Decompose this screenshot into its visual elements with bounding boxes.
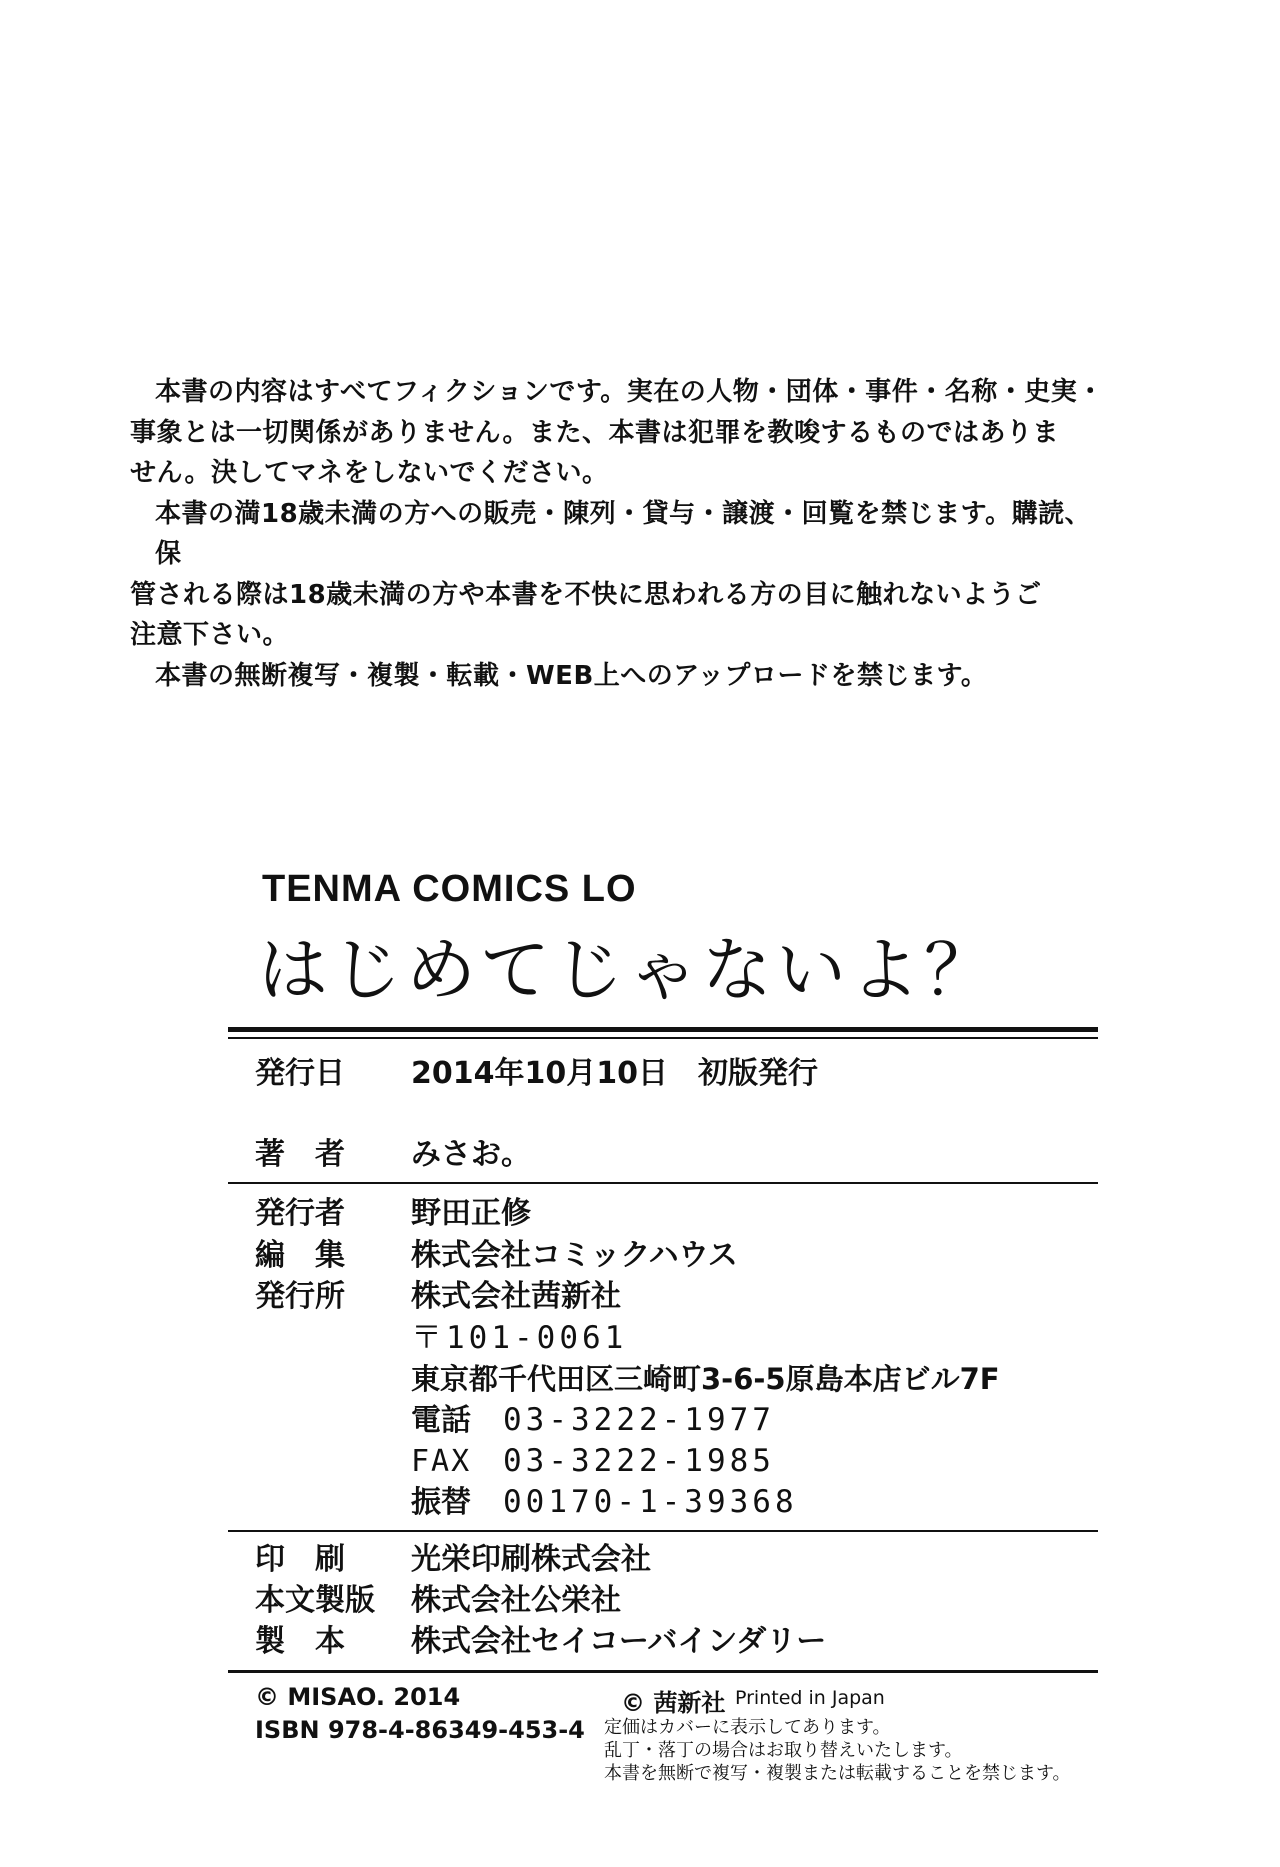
tel-label: 電話 [411,1403,471,1438]
office-value: 株式会社茜新社 [411,1279,621,1314]
notice-line: 本書の満18歳未満の方への販売・陳列・貸与・譲渡・回覧を禁じます。購読、保 [155,498,1092,569]
notice-line: 本書の内容はすべてフィクションです。実在の人物・団体・事件・名称・史実・ [155,377,1104,407]
notice-line: 本書の無断複写・複製・転載・WEB上へのアップロードを禁じます。 [155,660,988,691]
plate-value: 株式会社公栄社 [411,1583,621,1618]
date-label: 発行日 [255,1056,345,1091]
divider [228,1530,1098,1532]
row-postal [255,1318,627,1359]
author-value: みさお。 [411,1137,531,1172]
row-author [255,1135,531,1175]
notice-line: 事象とは一切関係がありません。また、本書は犯罪を教唆するものではありま [130,417,1060,448]
publisher-copyright: © 茜新社 [621,1689,726,1717]
fax-value: 03-3222-1985 [503,1443,775,1479]
row-address [255,1359,1000,1400]
publisher-person-value: 野田正修 [411,1196,531,1231]
postal-code: 〒101-0061 [411,1320,628,1356]
row-date [255,1054,818,1094]
double-divider [228,1027,1098,1039]
row-plate [255,1581,621,1621]
notice-line: 注意下さい。 [130,620,290,650]
note-replacement: 乱丁・落丁の場合はお取り替えいたします。 [604,1740,963,1761]
binding-label: 製 本 [255,1624,345,1659]
transfer-label: 振替 [411,1485,471,1520]
row-office [255,1277,621,1317]
row-fax [255,1441,775,1482]
divider [228,1670,1098,1673]
divider [228,1182,1098,1184]
row-print [255,1540,651,1580]
copyright: © MISAO. 2014 [255,1683,461,1711]
series-name: TENMA COMICS LO [262,868,637,910]
row-tel [255,1400,775,1441]
editor-label: 編 集 [255,1238,345,1273]
date-value: 2014年10月10日 初版発行 [411,1056,818,1091]
editor-value: 株式会社コミックハウス [411,1238,738,1273]
legal-notice [130,372,1115,696]
row-transfer [255,1482,798,1523]
fax-label: FAX [411,1444,472,1479]
row-binding [255,1622,826,1662]
transfer-value: 00170-1-39368 [503,1484,798,1520]
author-label: 著 者 [255,1137,345,1172]
printed-in: Printed in Japan [735,1687,885,1709]
note-copy: 本書を無断で複写・複製または転載することを禁じます。 [604,1763,1071,1784]
office-label: 発行所 [255,1279,345,1314]
row-publisher-person [255,1194,531,1234]
plate-label: 本文製版 [255,1583,375,1618]
print-label: 印 刷 [255,1542,345,1577]
notice-line: せん。決してマネをしないでください。 [130,458,609,488]
row-editor [255,1236,738,1276]
address: 東京都千代田区三崎町3-6-5原島本店ビル7F [411,1362,1000,1396]
publisher-person-label: 発行者 [255,1196,345,1231]
tel-value: 03-3222-1977 [503,1402,775,1438]
print-value: 光栄印刷株式会社 [411,1542,651,1577]
binding-value: 株式会社セイコーバインダリー [411,1624,827,1659]
note-price: 定価はカバーに表示してあります。 [604,1717,891,1738]
isbn: ISBN 978-4-86349-453-4 [255,1716,585,1744]
notice-line: 管される際は18歳未満の方や本書を不快に思われる方の目に触れないようご [130,579,1042,610]
book-title: はじめてじゃないよ？ [258,929,998,1011]
